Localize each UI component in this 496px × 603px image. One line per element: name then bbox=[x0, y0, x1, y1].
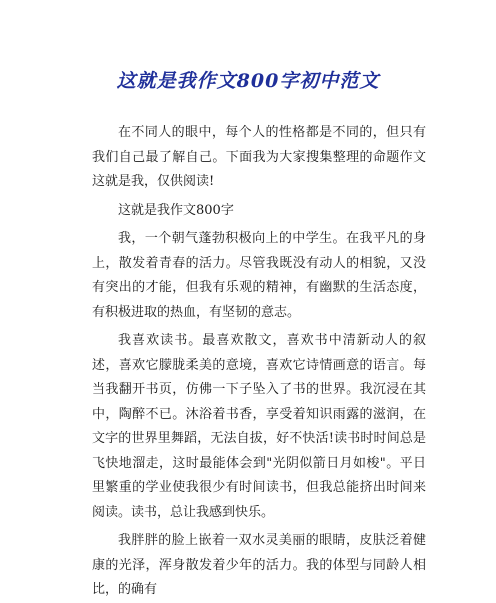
body-paragraph: 我胖胖的脸上嵌着一双水灵美丽的眼睛，皮肤泛着健康的光泽，浑身散发着少年的活力。我的体型与同龄人相比，的确有 bbox=[92, 533, 426, 597]
document-body bbox=[92, 121, 426, 603]
body-paragraph: 我，一个朝气蓬勃积极向上的中学生。在我平凡的身上，散发着青春的活力。尽管我既没有动人的相貌，又没有突出的才能，但我有乐观的精神，有幽默的生活态度，有积极进取的热血，有坚韧的意志。 bbox=[92, 231, 426, 320]
body-paragraph: 我喜欢读书。最喜欢散文，喜欢书中清新动人的叙述，喜欢它朦胧柔美的意境，喜欢它诗情画意的语言。每当我翻开书页，仿佛一下子坠入了书的世界。我沉浸在其中，陶醉不已。沐浴着书香，享受着知识雨露的滋润，在文字的世界里舞蹈，无法自拔，好不快活!读书时时间总是飞快地溜走，这时最能体会到"光阴似箭日月如梭"。平日里繁重的学业使我很少有时间读书，但我总能挤出时间来阅读。读书，总让我感到快乐。 bbox=[92, 333, 426, 520]
intro-paragraph: 在不同人的眼中，每个人的性格都是不同的，但只有我们自己最了解自己。下面我为大家搜集整理的命题作文这就是我，仅供阅读! bbox=[92, 125, 426, 189]
document-title: 这就是我作文800字初中范文 bbox=[116, 70, 380, 92]
essay-heading-paragraph: 这就是我作文800字 bbox=[118, 202, 234, 218]
